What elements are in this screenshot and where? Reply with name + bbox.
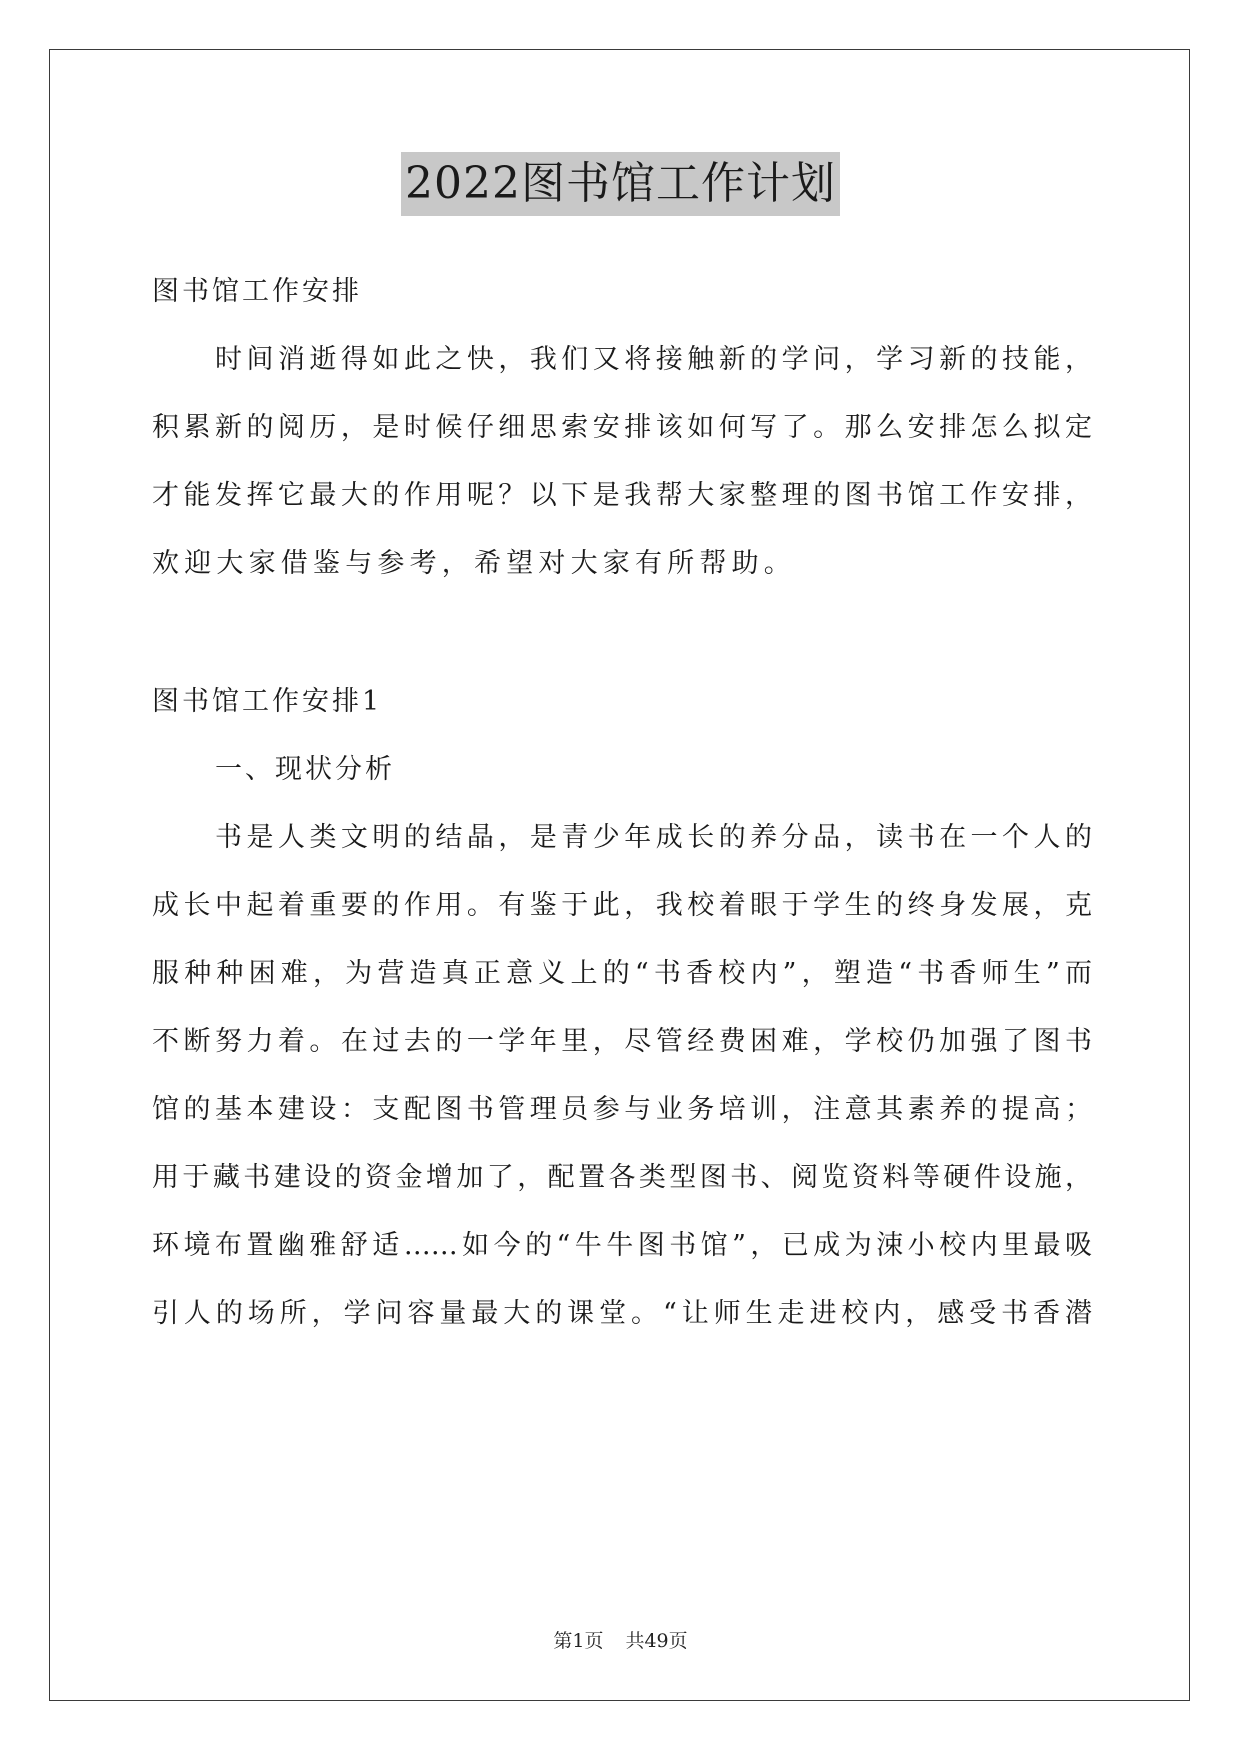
body-line: 用于藏书建设的资金增加了，配置各类型图书、阅览资料等硬件设施， xyxy=(152,1162,1092,1193)
body-line: 馆的基本建设：支配图书管理员参与业务培训，注意其素养的提高； xyxy=(152,1094,1092,1125)
intro-line: 才能发挥它最大的作用呢？以下是我帮大家整理的图书馆工作安排， xyxy=(152,480,1092,511)
intro-line: 积累新的阅历，是时候仔细思索安排该如何写了。那么安排怎么拟定 xyxy=(152,412,1092,443)
body-line: 书是人类文明的结晶，是青少年成长的养分品，读书在一个人的 xyxy=(215,822,1092,853)
document-body xyxy=(152,258,1092,1348)
body-line: 环境布置幽雅舒适……如今的“牛牛图书馆”，已成为涑小校内里最吸 xyxy=(152,1230,1092,1261)
intro-line: 时间消逝得如此之快，我们又将接触新的学问，学习新的技能， xyxy=(215,344,1092,375)
intro-line: 欢迎大家借鉴与参考，希望对大家有所帮助。 xyxy=(152,548,796,579)
section-title: 图书馆工作安排1 xyxy=(152,686,383,717)
body-line: 不断努力着。在过去的一学年里，尽管经费困难，学校仍加强了图书 xyxy=(152,1026,1092,1057)
page-footer xyxy=(0,1626,1241,1653)
paragraph-gap xyxy=(152,598,1092,668)
subsection-title: 一、现状分析 xyxy=(215,754,395,785)
page-number: 第1页 xyxy=(553,1630,604,1652)
body-line: 引人的场所，学问容量最大的课堂。“让师生走进校内，感受书香潜 xyxy=(152,1298,1092,1329)
page-total: 共49页 xyxy=(625,1630,688,1652)
document-title: 2022图书馆工作计划 xyxy=(401,152,840,216)
body-line: 成长中起着重要的作用。有鉴于此，我校着眼于学生的终身发展，克 xyxy=(152,890,1092,921)
subtitle: 图书馆工作安排 xyxy=(152,276,362,307)
title-area xyxy=(0,152,1241,216)
body-line: 服种种困难，为营造真正意义上的“书香校内”，塑造“书香师生”而 xyxy=(152,958,1092,989)
